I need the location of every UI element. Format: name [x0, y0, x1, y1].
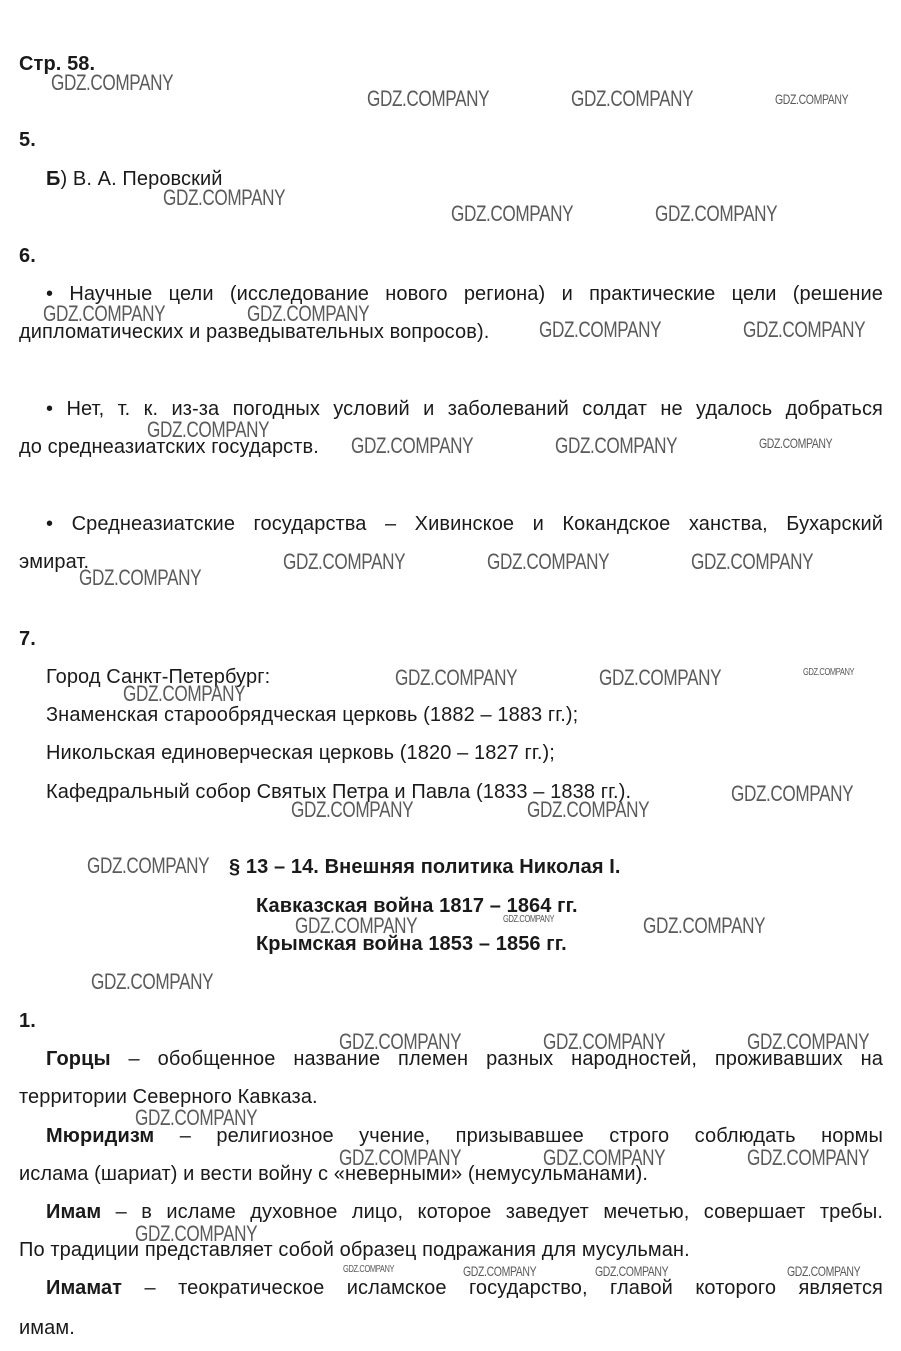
watermark: GDZ.COMPANY [79, 565, 202, 590]
watermark: GDZ.COMPANY [503, 914, 555, 925]
watermark: GDZ.COMPANY [543, 1145, 666, 1170]
task-7-item-2: Никольская единоверческая церковь (1820 – 1827 гг.); [46, 742, 555, 764]
watermark: GDZ.COMPANY [571, 86, 694, 111]
watermark: GDZ.COMPANY [87, 853, 210, 878]
term-myuridizm: Мюридизм [46, 1125, 155, 1147]
task-5-number: 5. [19, 129, 36, 151]
watermark: GDZ.COMPANY [339, 1145, 462, 1170]
watermark: GDZ.COMPANY [787, 1263, 861, 1279]
watermark: GDZ.COMPANY [339, 1029, 462, 1054]
watermark: GDZ.COMPANY [163, 185, 286, 210]
task-6-paragraph-2-line-1: • Нет, т. к. из-за погодных условий и заболеваний солдат не удалось добраться [46, 398, 883, 420]
watermark: GDZ.COMPANY [555, 433, 678, 458]
watermark: GDZ.COMPANY [43, 301, 166, 326]
term-imam: Имам [46, 1201, 102, 1223]
watermark: GDZ.COMPANY [539, 317, 662, 342]
task-6-paragraph-2-line-2: до среднеазиатских государств. [19, 436, 319, 458]
watermark: GDZ.COMPANY [51, 70, 174, 95]
watermark: GDZ.COMPANY [135, 1105, 258, 1130]
watermark: GDZ.COMPANY [543, 1029, 666, 1054]
watermark: GDZ.COMPANY [759, 435, 833, 451]
watermark: GDZ.COMPANY [655, 201, 778, 226]
watermark: GDZ.COMPANY [463, 1263, 537, 1279]
watermark: GDZ.COMPANY [747, 1145, 870, 1170]
watermark: GDZ.COMPANY [643, 913, 766, 938]
watermark: GDZ.COMPANY [395, 665, 518, 690]
task-7-item-1: Знаменская старообрядческая церковь (1882 – 1883 гг.); [46, 704, 579, 726]
term-imamat: Имамат [46, 1277, 123, 1299]
watermark: GDZ.COMPANY [351, 433, 474, 458]
section-subtitle-crimean-war: Крымская война 1853 – 1856 гг. [256, 933, 567, 955]
task-6-paragraph-3-line-1: • Среднеазиатские государства – Хивинское и Кокандское ханства, Бухарский [46, 513, 883, 535]
watermark: GDZ.COMPANY [599, 665, 722, 690]
watermark: GDZ.COMPANY [295, 913, 418, 938]
watermark: GDZ.COMPANY [123, 681, 246, 706]
definition-imam: – в исламе духовное лицо, которое заведует мечетью, совершает требы. [101, 1201, 883, 1223]
watermark: GDZ.COMPANY [291, 797, 414, 822]
section-subtitle-caucasus-war: Кавказская война 1817 – 1864 гг. [256, 895, 578, 917]
task-6-paragraph-1-line-1: • Научные цели (исследование нового региона) и практические цели (решение [46, 283, 883, 305]
task-6-number: 6. [19, 245, 36, 267]
watermark: GDZ.COMPANY [487, 549, 610, 574]
task-6-paragraph-1-line-2: дипломатических и разведывательных вопросов). [19, 321, 490, 343]
task-1-number: 1. [19, 1010, 36, 1032]
term-imamat-line-1 [46, 1276, 883, 1300]
watermark: GDZ.COMPANY [367, 86, 490, 111]
watermark: GDZ.COMPANY [691, 549, 814, 574]
definition-imamat: – теократическое исламское государство, главой которого является [144, 1277, 883, 1299]
watermark: GDZ.COMPANY [135, 1221, 258, 1246]
watermark: GDZ.COMPANY [147, 417, 270, 442]
watermark: GDZ.COMPANY [283, 549, 406, 574]
page-reference: Стр. 58. [19, 53, 96, 75]
term-myuridizm-line-2: ислама (шариат) и вести войну с «неверными» (немусульманами). [19, 1163, 649, 1185]
task-6-paragraph-3-line-2: эмират. [19, 551, 90, 573]
answer-letter: Б [46, 168, 61, 190]
watermark: GDZ.COMPANY [731, 781, 854, 806]
watermark: GDZ.COMPANY [747, 1029, 870, 1054]
term-gortsy-line-2: территории Северного Кавказа. [19, 1086, 318, 1108]
watermark: GDZ.COMPANY [743, 317, 866, 342]
definition-myuridizm: – религиозное учение, призывавшее строго соблюдать нормы [179, 1125, 883, 1147]
definition-gortsy: – обобщенное название племен разных народностей, проживавших на [128, 1048, 883, 1070]
term-imam-line-2: По традиции представляет собой образец подражания для мусульман. [19, 1239, 690, 1261]
task-7-number: 7. [19, 628, 36, 650]
watermark: GDZ.COMPANY [595, 1263, 669, 1279]
section-title: § 13 – 14. Внешняя политика Николая I. [229, 856, 621, 878]
watermark: GDZ.COMPANY [775, 91, 849, 107]
watermark: GDZ.COMPANY [803, 667, 855, 678]
answer-text: ) В. А. Перовский [60, 168, 223, 190]
watermark: GDZ.COMPANY [343, 1264, 395, 1275]
task-7-item-3: Кафедральный собор Святых Петра и Павла (1833 – 1838 гг.). [46, 781, 632, 803]
term-imamat-line-2: имам. [19, 1317, 75, 1339]
watermark: GDZ.COMPANY [247, 301, 370, 326]
watermark: GDZ.COMPANY [527, 797, 650, 822]
task-7-city: Город Санкт-Петербург: [46, 666, 271, 688]
term-gortsy: Горцы [46, 1048, 111, 1070]
watermark: GDZ.COMPANY [451, 201, 574, 226]
watermark: GDZ.COMPANY [91, 969, 214, 994]
